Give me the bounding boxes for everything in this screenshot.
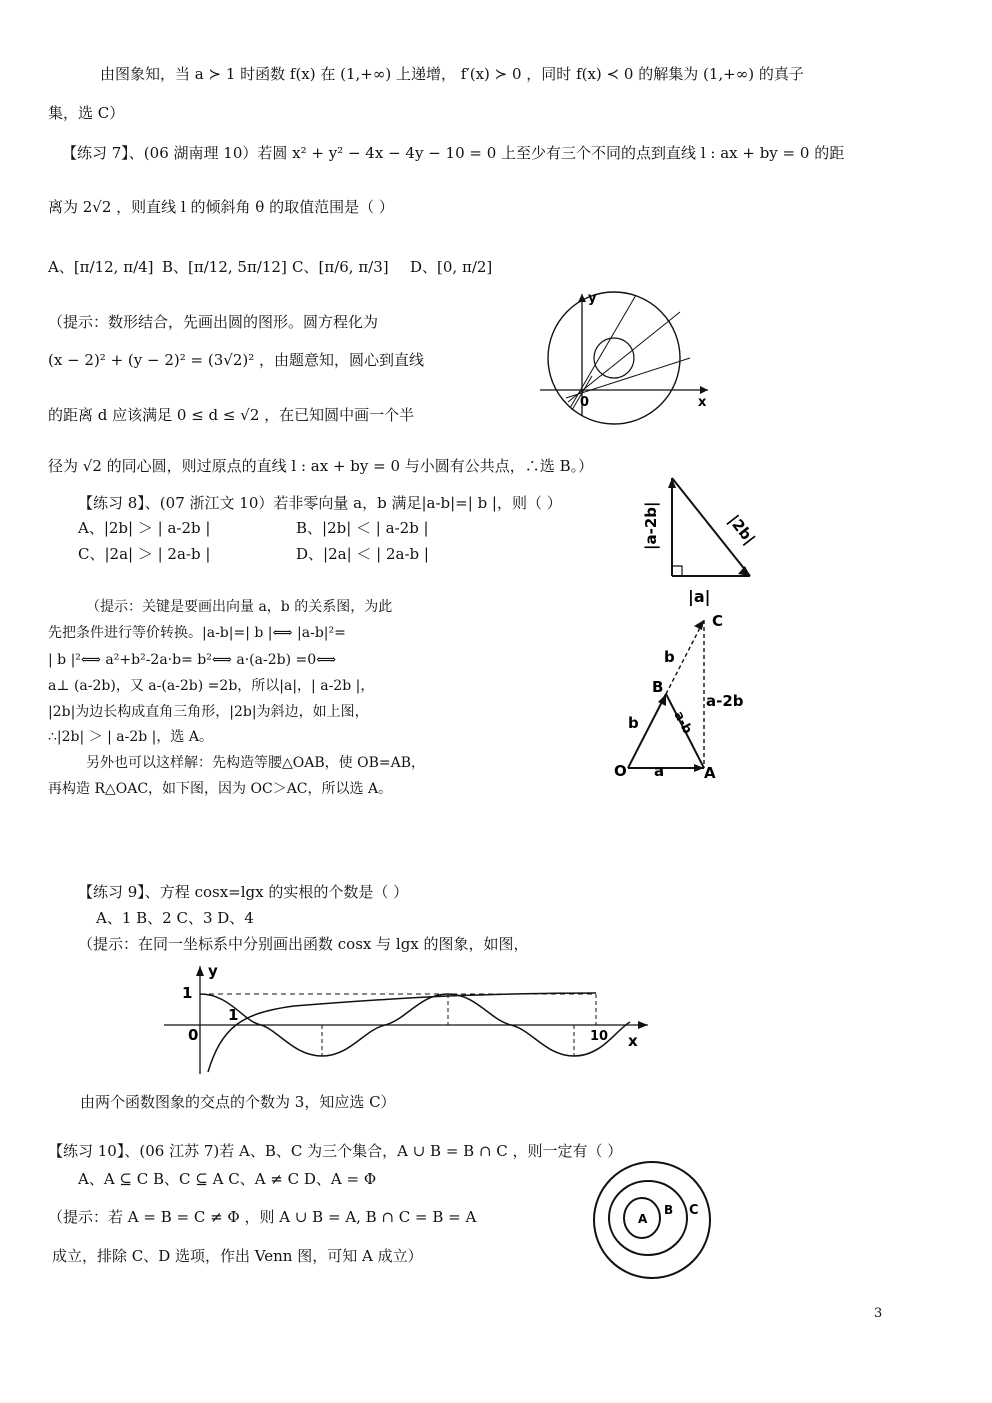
ex7-hint-3: 的距离 d 应该满足 0 ≤ d ≤ √2 ，在已知圆中画一个半 (48, 406, 415, 424)
y-label: y (588, 291, 597, 306)
line-3 (566, 358, 690, 398)
x-label: x (698, 395, 707, 410)
ex7-circle-figure (540, 290, 710, 420)
ex10-hint-1: （提示：若 A = B = C ≠ Φ ，则 A ∪ B = A, B ∩ C = B = A (48, 1208, 477, 1226)
ex8-hint-6: ∴|2b| ＞ | a-2b |，选 A。 (48, 729, 213, 745)
small-circle (594, 338, 634, 378)
point-c-arrow-icon (694, 620, 704, 630)
ex7-option-d: D、[0, π/2] (410, 258, 493, 276)
ex10-heading: 【练习 10】、(06 江苏 7)若 A、B、C 为三个集合，A ∪ B = B ∩ C ，则一定有（ ） (48, 1142, 623, 1160)
intro-line-2: 集，选 C） (48, 104, 125, 122)
label-point-o: O (614, 762, 627, 780)
label-a: A (638, 1212, 648, 1226)
ex10-hint-2: 成立，排除 C、D 选项，作出 Venn 图，可知 A 成立） (52, 1247, 423, 1265)
ex8-option-a: A、|2b| ＞ | a-2b | (78, 519, 211, 537)
lg-curve (208, 993, 596, 1072)
intro-line-1: 由图象知，当 a ≻ 1 时函数 f(x) 在 (1,+∞) 上递增， f′(x) ≻ 0 ，同时 f(x) ≺ 0 的解集为 (1,+∞) 的真子 (100, 65, 804, 83)
ex8-option-c: C、|2a| ＞ | 2a-b | (78, 545, 211, 563)
ex7-hint-4: 径为 √2 的同心圆，则过原点的直线 l : ax + by = 0 与小圆有公共点，∴选 B。） (48, 457, 594, 475)
ex9-conclusion: 由两个函数图象的交点的个数为 3，知应选 C） (80, 1093, 396, 1111)
circle-c (594, 1162, 710, 1278)
label-x-1: 1 (228, 1006, 239, 1024)
ex7-question: 离为 2√2 ，则直线 l 的倾斜角 θ 的取值范围是（ ） (48, 198, 394, 216)
x-axis-arrow-icon (638, 1021, 648, 1029)
label-b: B (664, 1203, 674, 1217)
ex7-option-b: B、[π/12, 5π/12] (162, 258, 287, 276)
ex9-heading: 【练习 9】、方程 cosx=lgx 的实根的个数是（ ） (78, 883, 409, 901)
ex8-right-triangle-figure (622, 470, 762, 610)
origin-label: 0 (580, 395, 590, 410)
page-number: 3 (874, 1306, 883, 1321)
ex8-hint-5: |2b|为边长构成直角三角形，|2b|为斜边，如上图， (48, 704, 369, 720)
large-circle (548, 292, 680, 424)
left-side-label: |a-2b| (642, 501, 660, 550)
label-b-lower: b (628, 714, 639, 732)
ex7-hint-2: (x − 2)² + (y − 2)² = (3√2)² ，由题意知，圆心到直线 (48, 351, 425, 369)
ex8-hint-3: | b |²⟺ a²+b²-2a·b= b²⟺ a·(a-2b) =0⟺ (48, 652, 337, 668)
ex8-hint-1: （提示：关键是要画出向量 a，b 的关系图，为此 (86, 599, 393, 615)
ex10-venn-figure (586, 1162, 718, 1284)
label-x-10: 10 (590, 1029, 609, 1044)
y-axis-arrow-icon (196, 966, 204, 976)
y-label: y (208, 962, 218, 980)
ex8-option-b: B、|2b| ＜ | a-2b | (296, 519, 429, 537)
label-y-1: 1 (182, 984, 193, 1002)
hypotenuse-arrow-icon (738, 566, 750, 576)
ex9-cos-lg-figure (164, 962, 654, 1080)
label-c: C (689, 1203, 699, 1218)
circle-b (609, 1181, 687, 1255)
ex9-hint: （提示：在同一坐标系中分别画出函数 cosx 与 lgx 的图象，如图， (78, 935, 529, 953)
ex8-hint-8: 再构造 R△OAC，如下图，因为 OC＞AC，所以选 A。 (48, 781, 393, 797)
ex8-hint-4: a⊥ (a-2b)，又 a-(a-2b) =2b，所以|a|，| a-2b |， (48, 678, 375, 694)
label-c: C (712, 612, 724, 630)
ex7-hint-1: （提示：数形结合，先画出圆的图形。圆方程化为 (48, 313, 379, 331)
ex10-options: A、A ⊆ C B、C ⊆ A C、A ≠ C D、A = Φ (78, 1170, 377, 1188)
ex7-option-a: A、[π/12, π/4] (48, 258, 154, 276)
ex8-hint-2: 先把条件进行等价转换。|a-b|=| b |⟺ |a-b|²= (48, 625, 346, 641)
label-b-upper: b (664, 648, 675, 666)
label-point-b: B (652, 678, 664, 696)
ex7-option-c: C、[π/6, π/3] (292, 258, 389, 276)
origin-label: 0 (188, 1026, 199, 1044)
x-axis-arrow-icon (700, 386, 708, 394)
ex8-triangle-oabc-figure (608, 612, 768, 782)
x-label: x (628, 1032, 638, 1050)
bottom-label: |a| (688, 587, 711, 606)
ex9-options: A、1 B、2 C、3 D、4 (96, 909, 254, 927)
ex7-heading: 【练习 7】、(06 湖南理 10）若圆 x² + y² − 4x − 4y − 10 = 0 上至少有三个不同的点到直线 l : ax + by = 0 的距 (62, 144, 845, 162)
line-1 (570, 295, 636, 408)
label-point-a: A (704, 764, 716, 782)
ex8-heading: 【练习 8】、(07 浙江文 10）若非零向量 a，b 满足|a-b|=| b |，则（ ） (78, 494, 562, 512)
ex8-hint-7: 另外也可以这样解：先构造等腰△OAB，使 OB=AB， (86, 755, 425, 771)
label-a-minus-b: a-b (670, 708, 695, 737)
ex8-option-d: D、|2a| ＜ | 2a-b | (296, 545, 429, 563)
label-a: a (654, 762, 665, 780)
right-angle-mark (672, 566, 682, 576)
label-a-minus-2b: a-2b (706, 692, 744, 710)
hypotenuse-label: |2b| (724, 511, 759, 548)
